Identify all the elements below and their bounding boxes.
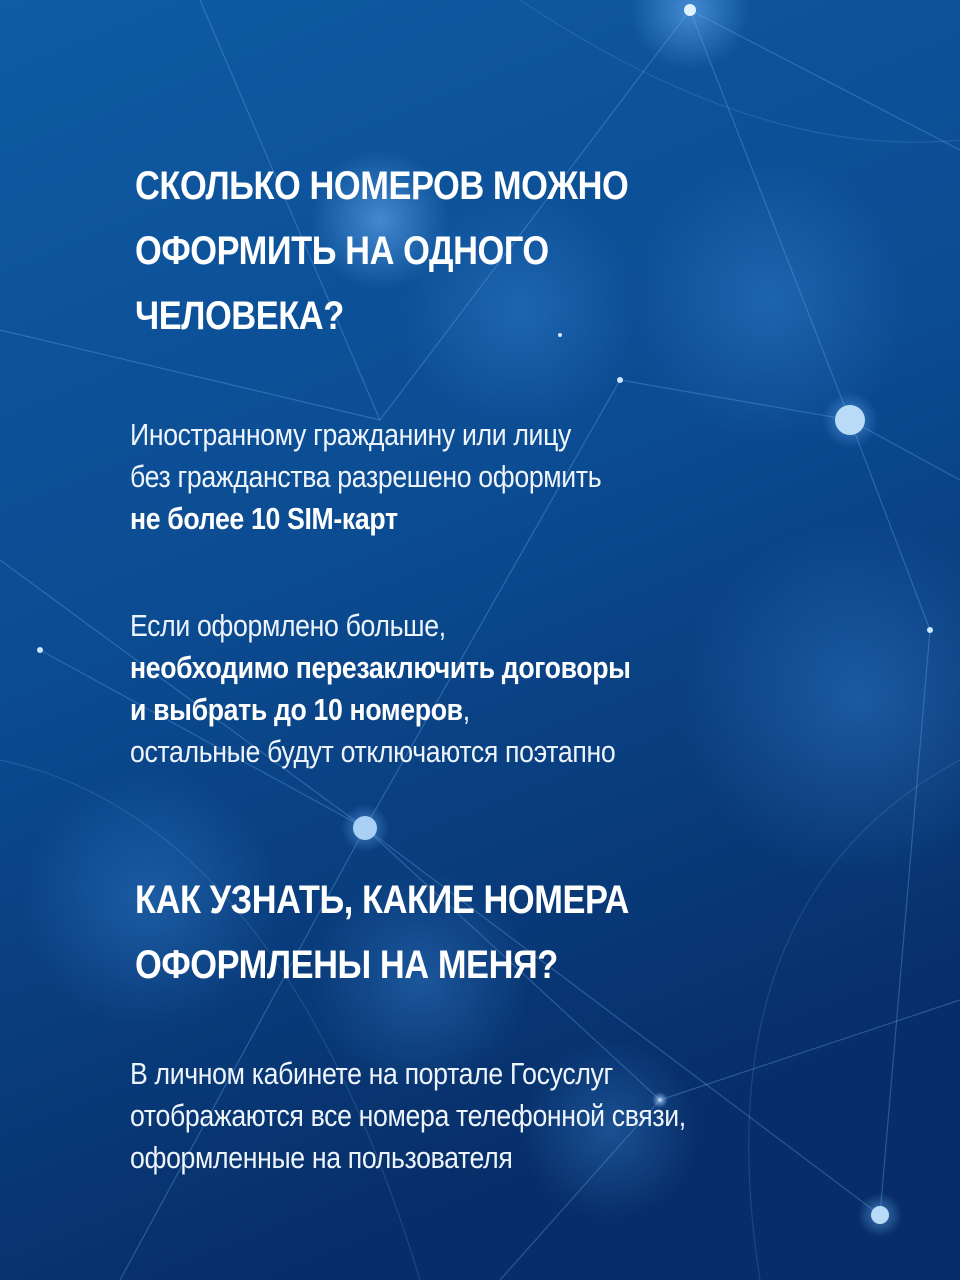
text-line: остальные будут отключаются поэтапно xyxy=(130,734,616,770)
text-line-mixed xyxy=(130,689,818,731)
heading-how-to-find-numbers xyxy=(135,868,789,998)
paragraph-reconclude-contracts xyxy=(130,605,818,774)
bold-text: и выбрать до 10 номеров xyxy=(130,692,463,728)
heading-line: СКОЛЬКО НОМЕРОВ МОЖНО xyxy=(135,164,629,208)
text-line: отображаются все номера телефонной связи, xyxy=(130,1098,686,1134)
bold-text: не более 10 SIM-карт xyxy=(130,501,398,537)
heading-line: КАК УЗНАТЬ, КАКИЕ НОМЕРА xyxy=(135,878,629,922)
paragraph-sim-limit xyxy=(130,414,818,540)
text-line: В личном кабинете на портале Госуслуг xyxy=(130,1056,613,1091)
text-line-bold xyxy=(130,498,818,540)
heading-line: ОФОРМИТЬ НА ОДНОГО xyxy=(135,228,549,273)
heading-line: ЧЕЛОВЕКА? xyxy=(135,293,344,338)
text-fragment: , xyxy=(462,692,470,728)
heading-how-many-numbers xyxy=(135,154,789,348)
text-line: оформленные на пользователя xyxy=(130,1140,513,1176)
bold-text: необходимо перезаключить договоры xyxy=(130,650,631,686)
text-line: без гражданства разрешено оформить xyxy=(130,459,602,495)
paragraph-gosuslugi xyxy=(130,1053,818,1179)
text-line: Если оформлено больше, xyxy=(130,608,446,643)
heading-line: ОФОРМЛЕНЫ НА МЕНЯ? xyxy=(135,942,558,987)
text-line-bold xyxy=(130,647,818,689)
text-line: Иностранному гражданину или лицу xyxy=(130,417,572,452)
